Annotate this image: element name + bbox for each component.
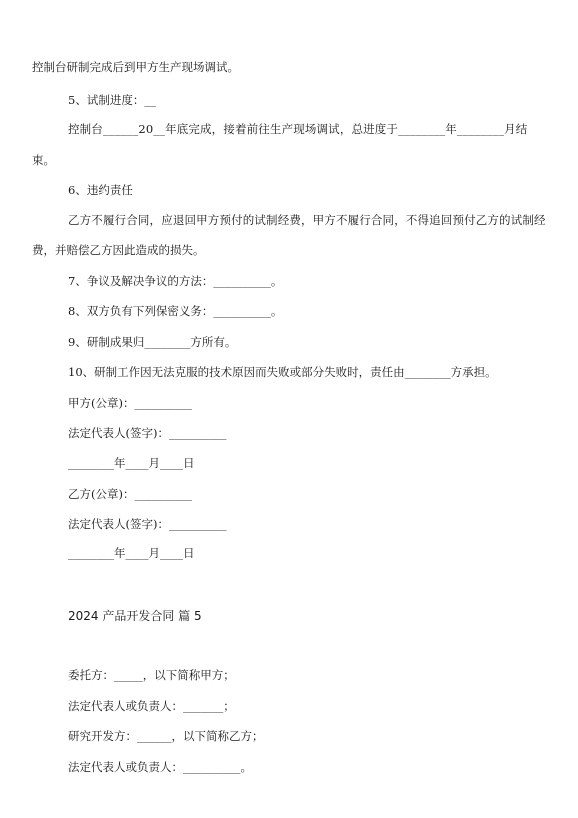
party-a-date: ________年____月____日: [68, 456, 195, 470]
paragraph-line: 费，并赔偿乙方因此造成的损失。: [32, 243, 205, 257]
clause-8: 8、双方负有下列保密义务：__________。: [68, 304, 283, 318]
developer-representative: 法定代表人或负责人：__________。: [68, 760, 252, 774]
clause-6-heading: 6、违约责任: [68, 183, 133, 197]
developer-party: 研究开发方：______，以下简称乙方；: [68, 729, 264, 743]
paragraph-line: 束。: [32, 153, 55, 167]
party-a-representative: 法定代表人(签字)：__________: [68, 426, 227, 440]
paragraph-line: 乙方不履行合同，应退回甲方预付的试制经费，甲方不履行合同，不得追回预付乙方的试制经: [68, 213, 546, 227]
client-party: 委托方：_____，以下简称甲方；: [68, 668, 235, 682]
party-b-representative: 法定代表人(签字)：__________: [68, 517, 227, 531]
party-b-seal: 乙方(公章)：__________: [68, 487, 192, 501]
client-representative: 法定代表人或负责人：_______；: [68, 699, 235, 713]
party-a-seal: 甲方(公章)：__________: [68, 396, 192, 410]
clause-7: 7、争议及解决争议的方法：__________。: [68, 274, 283, 288]
section-title: 2024 产品开发合同 篇 5: [68, 609, 202, 623]
paragraph-line: 控制台研制完成后到甲方生产现场调试。: [32, 60, 239, 74]
clause-9: 9、研制成果归________方所有。: [68, 335, 237, 349]
party-b-date: ________年____月____日: [68, 546, 195, 560]
clause-5-heading: 5、试制进度：__: [68, 93, 156, 107]
paragraph-line: 控制台______20__年底完成，接着前往生产现场调试，总进度于________年________月结: [68, 122, 528, 136]
clause-10: 10、研制工作因无法克服的技术原因而失败或部分失败时，责任由________方承担。: [68, 365, 497, 379]
